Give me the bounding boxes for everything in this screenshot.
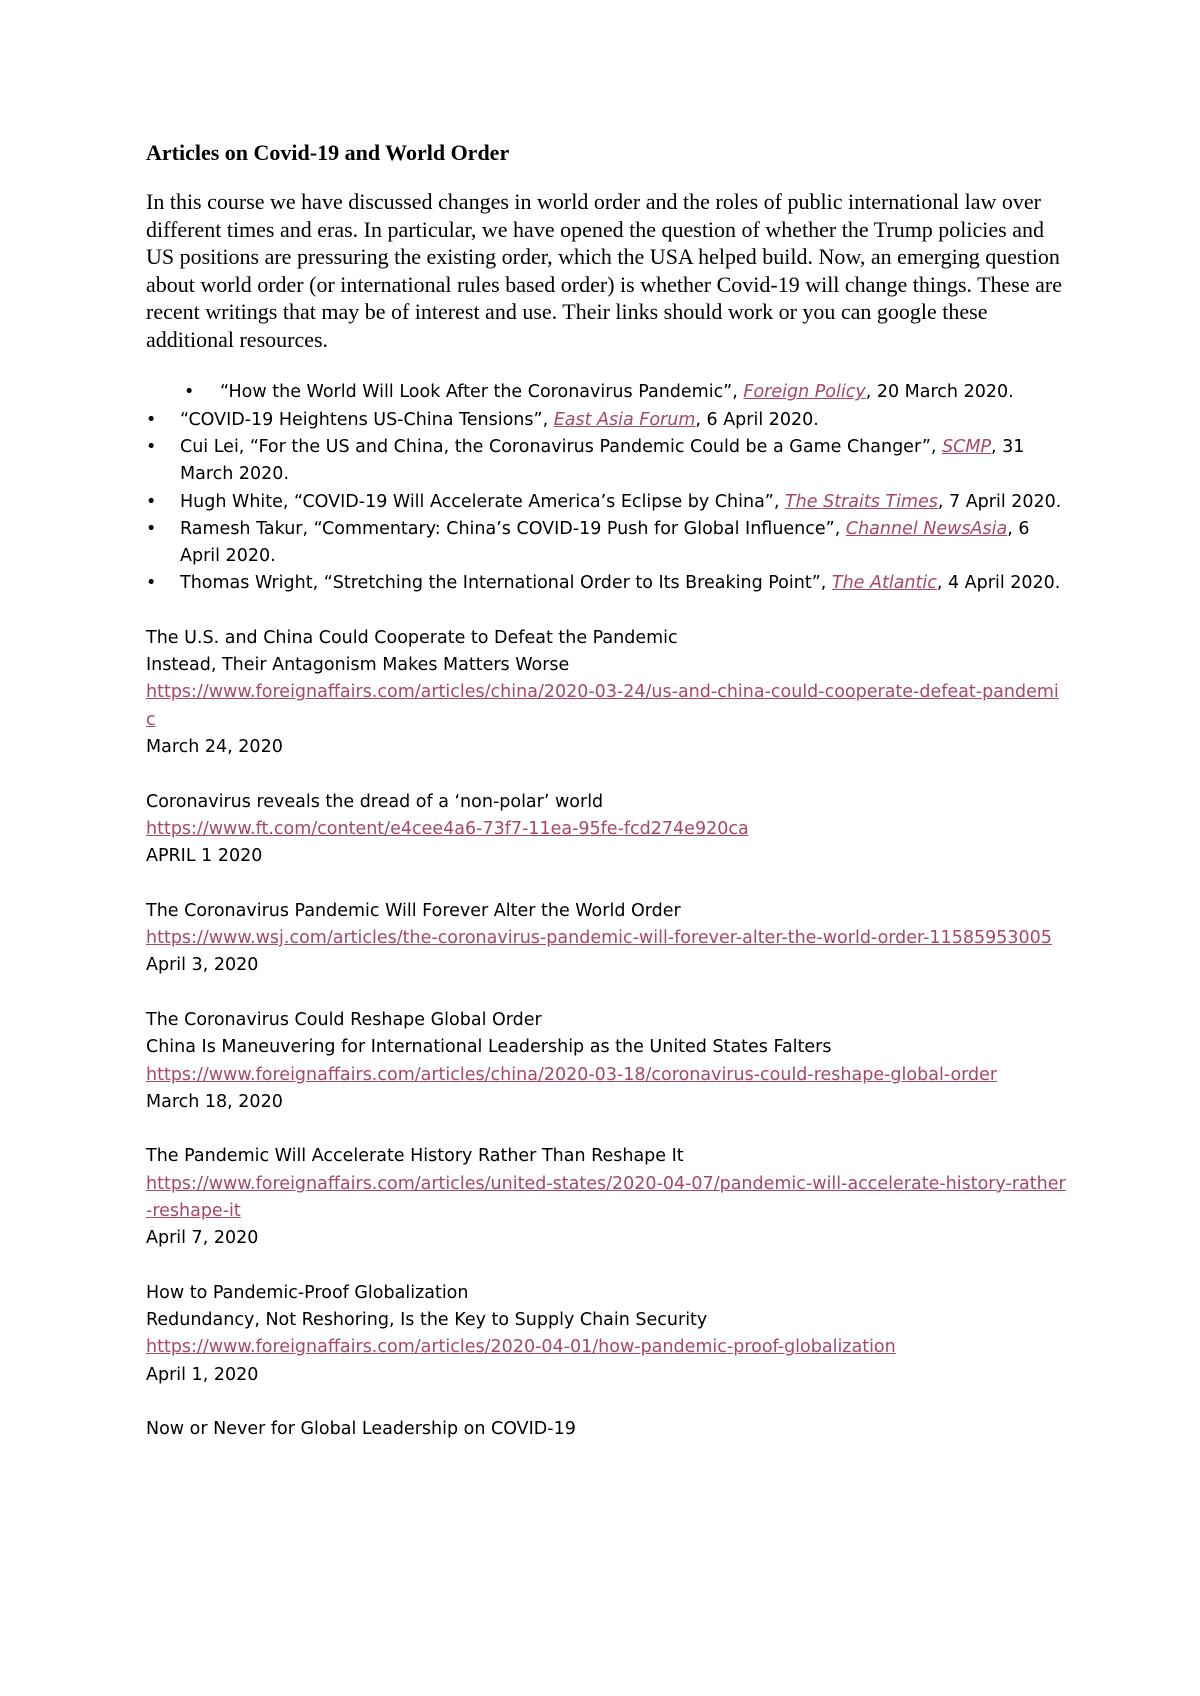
reference-item: • Thomas Wright, “Stretching the International Order to Its Breaking Point”, The Atlantic, 4 April 2020. <box>146 570 1066 597</box>
bullet-icon: • <box>146 491 157 512</box>
article-link[interactable]: https://www.foreignaffairs.com/articles/2020-04-01/how-pandemic-proof-globalization <box>146 1337 896 1358</box>
publication-link[interactable]: The Straits Times <box>784 491 938 512</box>
article-date: April 1, 2020 <box>146 1364 259 1385</box>
article-title: Coronavirus reveals the dread of a ‘non-polar’ world <box>146 791 604 812</box>
article-subtitle: Instead, Their Antagonism Makes Matters Worse <box>146 655 570 676</box>
article-title: The U.S. and China Could Cooperate to Defeat the Pandemic <box>146 627 678 648</box>
article-title: The Coronavirus Pandemic Will Forever Alter the World Order <box>146 900 681 921</box>
bullet-icon: • <box>146 518 157 539</box>
article-entry <box>146 1416 1066 1443</box>
bullet-icon: • <box>146 436 157 457</box>
bullet-icon: • <box>146 409 157 430</box>
publication-link[interactable]: East Asia Forum <box>553 409 696 430</box>
article-date: April 3, 2020 <box>146 955 259 976</box>
article-date: March 18, 2020 <box>146 1091 283 1112</box>
publication-link[interactable]: The Atlantic <box>831 573 937 594</box>
document-body <box>146 140 1066 1471</box>
article-entry <box>146 625 1066 761</box>
reference-item: • “COVID-19 Heightens US-China Tensions”, East Asia Forum, 6 April 2020. <box>146 407 1066 434</box>
intro-paragraph: In this course we have discussed changes in world order and the roles of public international law over different times and eras. In particular, we have opened the question of whether the Trump policies and US positions are pressuring the existing order, which the USA helped build. Now, an emerging question about world order (or international rules based order) is whether Covid-19 will change things. These are recent writings that may be of interest and use. Their links should work or you can google these additional resources. <box>146 189 1062 352</box>
article-entry <box>146 1280 1066 1389</box>
article-link[interactable]: https://www.foreignaffairs.com/articles/united-states/2020-04-07/pandemic-will-accelerate-history-rather-reshape-it <box>146 1173 1066 1221</box>
bullet-icon: • <box>184 382 195 403</box>
bullet-icon: • <box>146 573 157 594</box>
article-entry <box>146 789 1066 871</box>
article-entry <box>146 1143 1066 1252</box>
article-entry <box>146 1007 1066 1116</box>
reference-item: • “How the World Will Look After the Coronavirus Pandemic”, Foreign Policy, 20 March 2020. <box>146 379 1066 406</box>
article-title: How to Pandemic-Proof Globalization <box>146 1282 469 1303</box>
reference-list <box>146 379 1066 597</box>
article-title: Now or Never for Global Leadership on COVID-19 <box>146 1419 576 1440</box>
article-title: The Coronavirus Could Reshape Global Order <box>146 1009 542 1030</box>
article-link[interactable]: https://www.ft.com/content/e4cee4a6-73f7-11ea-95fe-fcd274e920ca <box>146 818 749 839</box>
article-link[interactable]: https://www.foreignaffairs.com/articles/china/2020-03-18/coronavirus-could-reshape-global-order <box>146 1064 998 1085</box>
document-title: Articles on Covid-19 and World Order <box>146 140 510 165</box>
article-link[interactable]: https://www.wsj.com/articles/the-coronavirus-pandemic-will-forever-alter-the-world-order-11585953005 <box>146 928 1052 949</box>
article-date: March 24, 2020 <box>146 736 283 757</box>
article-title: The Pandemic Will Accelerate History Rather Than Reshape It <box>146 1146 684 1167</box>
reference-item: • Cui Lei, “For the US and China, the Coronavirus Pandemic Could be a Game Changer”, SCMP, 31 March 2020. <box>146 434 1066 489</box>
article-date: APRIL 1 2020 <box>146 846 263 867</box>
article-subtitle: China Is Maneuvering for International Leadership as the United States Falters <box>146 1037 832 1058</box>
reference-item: • Ramesh Takur, “Commentary: China’s COVID-19 Push for Global Influence”, Channel NewsAsia, 6 April 2020. <box>146 516 1066 571</box>
article-subtitle: Redundancy, Not Reshoring, Is the Key to Supply Chain Security <box>146 1310 708 1331</box>
publication-link[interactable]: Foreign Policy <box>743 382 866 403</box>
publication-link[interactable]: Channel NewsAsia <box>845 518 1008 539</box>
article-date: April 7, 2020 <box>146 1228 259 1249</box>
publication-link[interactable]: SCMP <box>942 436 992 457</box>
article-link[interactable]: https://www.foreignaffairs.com/articles/china/2020-03-24/us-and-china-could-cooperate-defeat-pandemic <box>146 682 1059 730</box>
reference-item: • Hugh White, “COVID-19 Will Accelerate America’s Eclipse by China”, The Straits Times, 7 April 2020. <box>146 489 1066 516</box>
article-entry <box>146 898 1066 980</box>
